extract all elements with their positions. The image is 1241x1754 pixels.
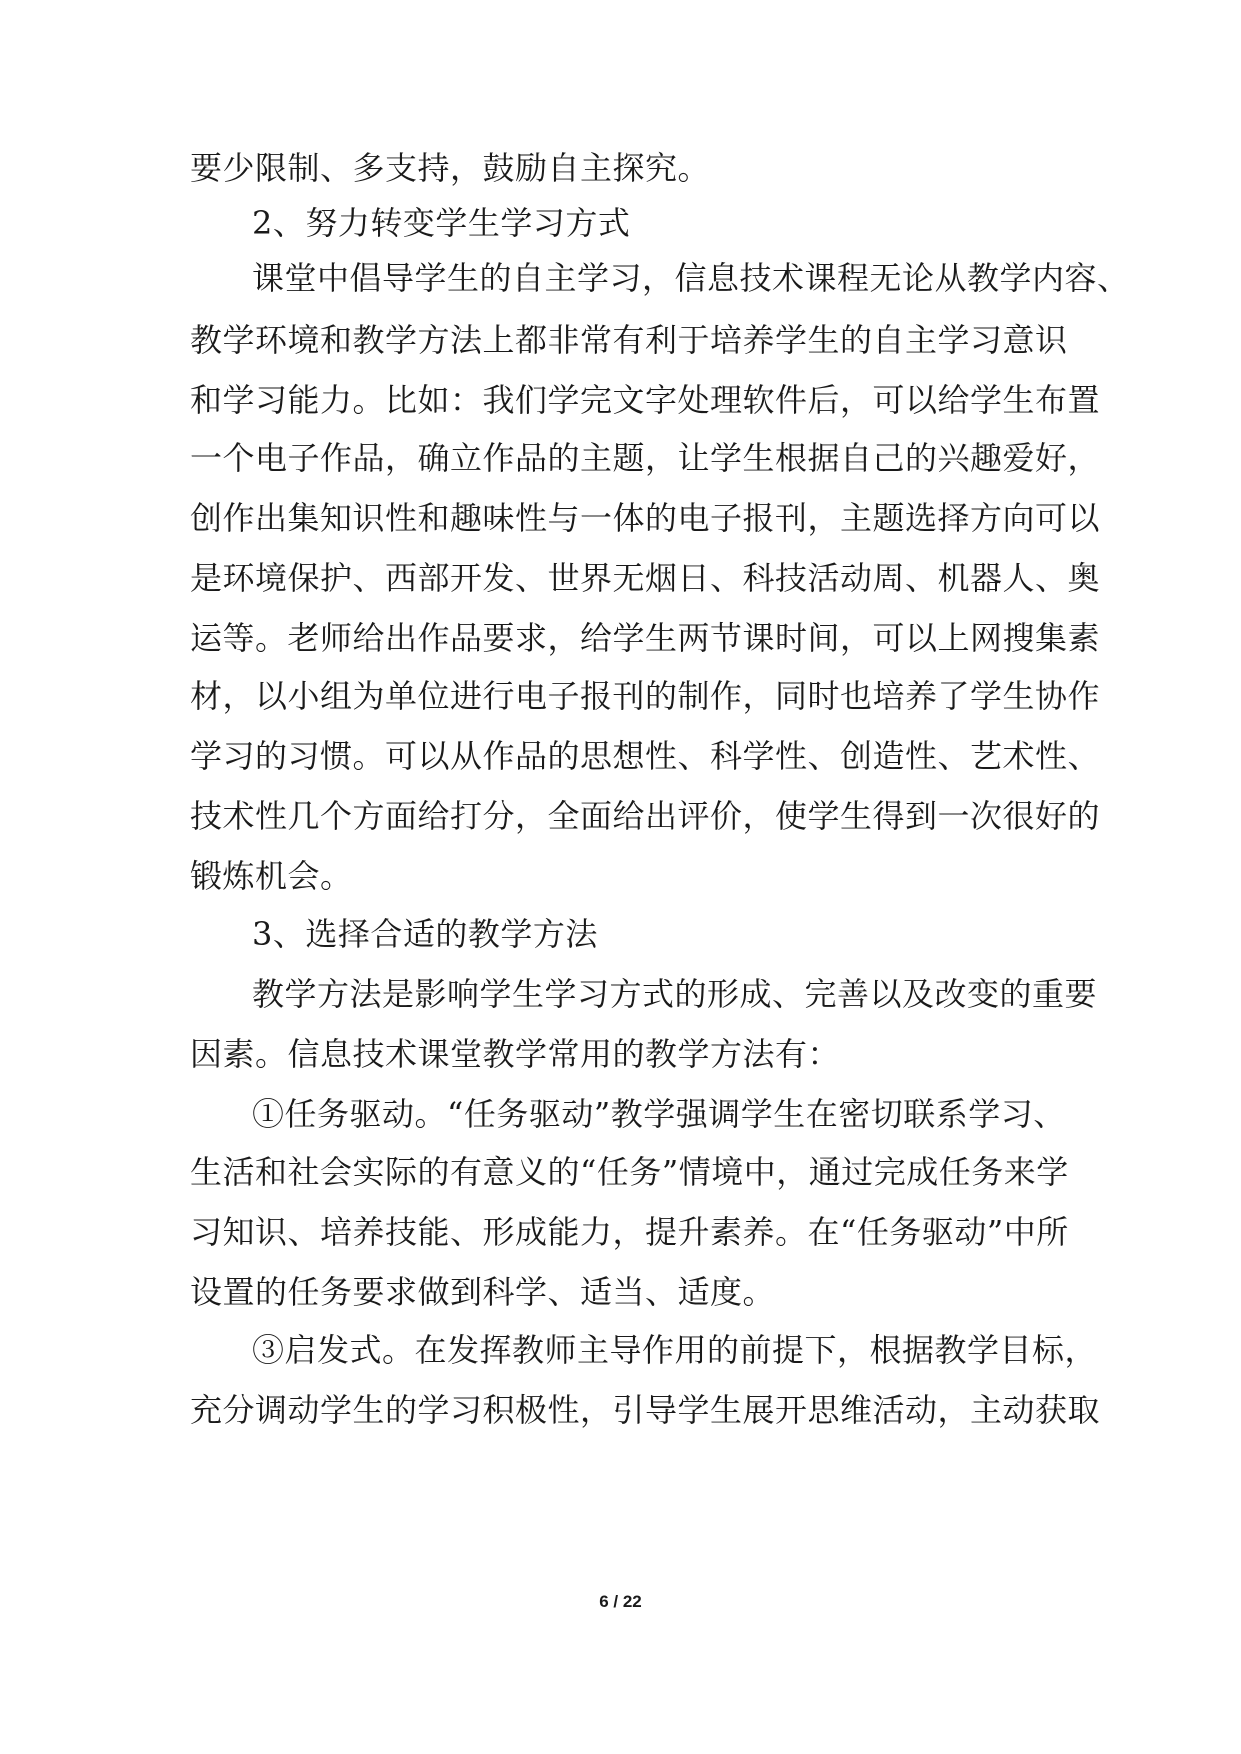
text-line: 生活和社会实际的有意义的“任务”情境中，通过完成任务来学 [190, 1153, 1069, 1191]
text-line: 课堂中倡导学生的自主学习，信息技术课程无论从教学内容、 [252, 259, 1130, 297]
text-line: 技术性几个方面给打分，全面给出评价，使学生得到一次很好的 [190, 797, 1101, 835]
text-line: 设置的任务要求做到科学、适当、适度。 [190, 1273, 776, 1311]
text-line: 充分调动学生的学习积极性，引导学生展开思维活动，主动获取 [190, 1391, 1101, 1429]
page-number: 6 / 22 [599, 1592, 642, 1611]
section-heading: 3、选择合适的教学方法 [252, 915, 598, 953]
text-line: ③启发式。在发挥教师主导作用的前提下，根据教学目标， [252, 1331, 1098, 1369]
text-line: 运等。老师给出作品要求，给学生两节课时间，可以上网搜集素 [190, 619, 1101, 657]
text-line: 要少限制、多支持，鼓励自主探究。 [190, 149, 711, 187]
text-line: 习知识、培养技能、形成能力，提升素养。在“任务驱动”中所 [190, 1213, 1069, 1251]
text-line: ①任务驱动。“任务驱动”教学强调学生在密切联系学习、 [252, 1095, 1066, 1133]
text-line: 创作出集知识性和趣味性与一体的电子报刊，主题选择方向可以 [190, 499, 1101, 537]
text-line: 教学环境和教学方法上都非常有利于培养学生的自主学习意识 [190, 321, 1068, 359]
text-line: 锻炼机会。 [190, 857, 353, 895]
text-line: 一个电子作品，确立作品的主题，让学生根据自己的兴趣爱好， [190, 439, 1101, 477]
text-line: 因素。信息技术课堂教学常用的教学方法有： [190, 1035, 841, 1073]
text-line: 材，以小组为单位进行电子报刊的制作，同时也培养了学生协作 [190, 677, 1101, 715]
text-line: 教学方法是影响学生学习方式的形成、完善以及改变的重要 [252, 975, 1098, 1013]
section-heading: 2、努力转变学生学习方式 [252, 204, 631, 242]
text-line: 学习的习惯。可以从作品的思想性、科学性、创造性、艺术性、 [190, 737, 1101, 775]
text-line: 是环境保护、西部开发、世界无烟日、科技活动周、机器人、奥 [190, 559, 1101, 597]
text-line: 和学习能力。比如：我们学完文字处理软件后，可以给学生布置 [190, 381, 1101, 419]
